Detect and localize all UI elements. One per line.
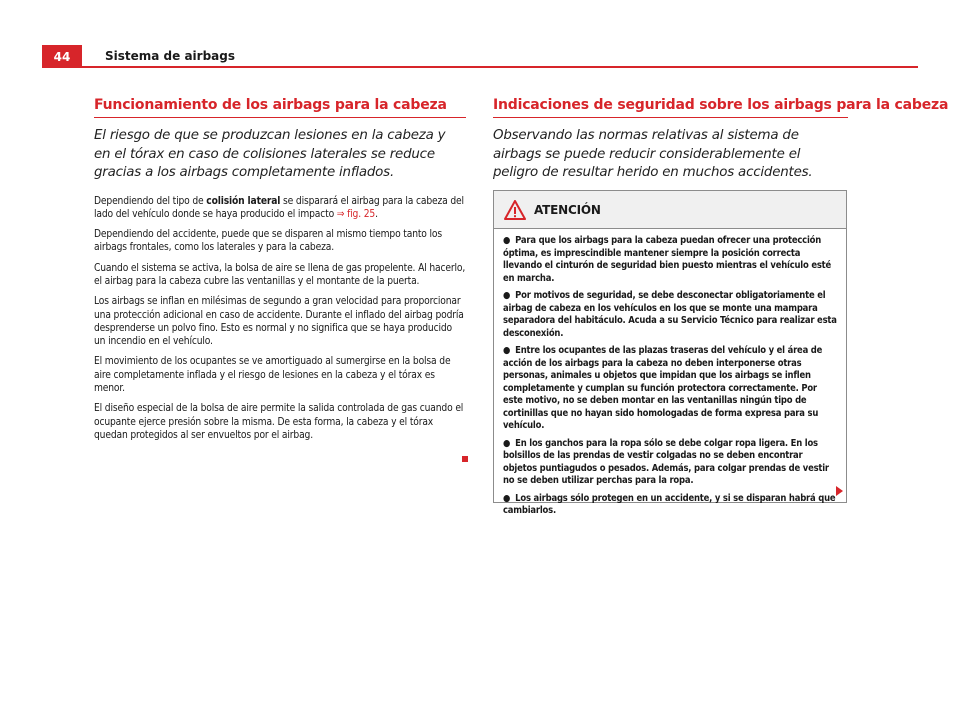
lead-paragraph: El riesgo de que se produzcan lesiones en la cabeza y en el tórax en caso de colisiones laterales se reduce gracias a los airbags completamente inflados.	[94, 128, 446, 180]
section-heading-safety: Indicaciones de seguridad sobre los airbags para la cabeza	[493, 97, 848, 118]
body-paragraph-4: Los airbags se inflan en milésimas de segundo a gran velocidad para proporcionar una protección adicional en caso de accidente. Durante el inflado del airbag podría desprenderse un polvo fino. Esto es normal y no significa que se haya producido un incendio en el vehículo.	[94, 296, 464, 348]
warning-item: ● Entre los ocupantes de las plazas traseras del vehículo y el área de acción de los airbags para la cabeza no deben interponerse otras personas, animales u objetos que impidan que los airbags se inflen completamente y cumplan su función protectora correctamente. Por este motivo, no se deben montar en las ventanillas ningún tipo de cortinillas que no hayan sido homologadas de forma expresa para su vehículo.	[503, 345, 823, 431]
running-title: Sistema de airbags	[105, 49, 236, 63]
warning-triangle-icon	[504, 200, 526, 220]
section-heading-head-airbags: Funcionamiento de los airbags para la cabeza	[94, 97, 466, 118]
body-paragraph-5: El movimiento de los ocupantes se ve amortiguado al sumergirse en la bolsa de aire completamente inflada y el riesgo de lesiones en la cabeza y el tórax es menor.	[94, 356, 451, 395]
warning-item: ● Por motivos de seguridad, se debe desconectar obligatoriamente el airbag de cabeza en los vehículos en los que se monte una mampara separadora del habitáculo. Acuda a su Servicio Técnico para realizar esta desconexión.	[503, 290, 837, 339]
section-end-marker	[462, 456, 468, 462]
warning-title: ATENCIÓN	[534, 202, 601, 217]
body-paragraph-1	[94, 195, 466, 222]
right-column	[493, 97, 949, 195]
warning-item: ● Para que los airbags para la cabeza puedan ofrecer una protección óptima, es imprescindible mantener siempre la posición correcta llevando el cinturón de seguridad bien puesto mientras el vehículo esté en marcha.	[503, 235, 832, 284]
bullet-icon: ●	[503, 437, 511, 449]
safety-lead-paragraph: Observando las normas relativas al sistema de airbags se puede reducir considerablemente el peligro de resultar herido en muchos accidentes.	[493, 128, 813, 180]
warning-item: ● Los airbags sólo protegen en un accidente, y si se disparan habrá que cambiarlos.	[503, 492, 836, 516]
continue-arrow-icon	[836, 486, 843, 496]
body-paragraph-6: El diseño especial de la bolsa de aire permite la salida controlada de gas cuando el ocupante ejerce presión sobre la misma. De esta forma, la cabeza y el tórax quedan protegidos al ser envueltos por el airbag.	[94, 403, 464, 441]
warning-item: ● En los ganchos para la ropa sólo se debe colgar ropa ligera. En los bolsillos de las prendas de vestir colgadas no se deben encontrar objetos puntiagudos o pesados. Además, para colgar prendas de vestir no se deben utilizar perchas para la ropa.	[503, 437, 829, 486]
body-paragraph-3: Cuando el sistema se activa, la bolsa de aire se llena de gas propelente. Al hacerlo, el airbag para la cabeza cubre las ventanillas y el montante de la puerta.	[94, 262, 466, 287]
warning-header	[494, 191, 846, 229]
bullet-icon: ●	[503, 492, 511, 504]
bullet-icon: ●	[503, 290, 511, 301]
bullet-icon: ●	[503, 345, 511, 356]
header-rule	[42, 66, 918, 68]
warning-box	[493, 190, 847, 516]
figure-reference-link[interactable]: ⇒ fig. 25	[336, 208, 376, 220]
p1-bold-term: colisión lateral	[206, 195, 281, 207]
page-number: 44	[42, 45, 82, 67]
warning-list	[494, 229, 846, 518]
left-column	[94, 97, 466, 449]
p1-text-b: se disparará el airbag para la cabeza del lado del vehículo donde se haya producido el impacto	[94, 195, 464, 220]
bullet-icon: ●	[503, 235, 511, 246]
p1-text-a: Dependiendo del tipo de	[94, 195, 207, 207]
p1-text-end: .	[375, 208, 378, 220]
body-paragraph-2: Dependiendo del accidente, puede que se disparen al mismo tiempo tanto los airbags frontales, como los laterales y para la cabeza.	[94, 229, 443, 254]
